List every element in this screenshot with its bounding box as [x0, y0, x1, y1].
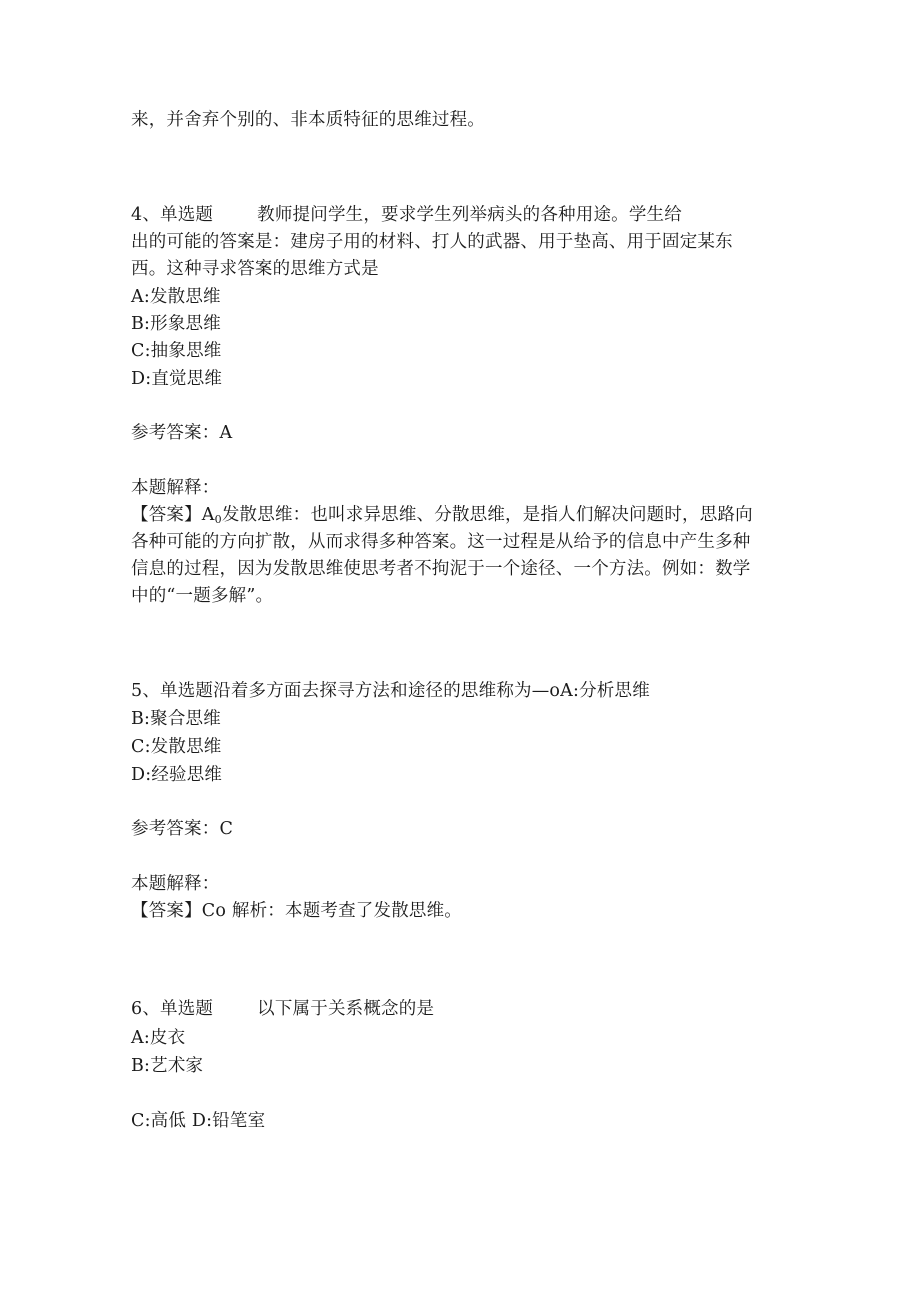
q6-stem: 以下属于关系概念的是 [257, 999, 435, 1019]
q5-option-b: B:聚合思维 [131, 709, 221, 729]
q4-explanation-line-3: 信息的过程，因为发散思维使思考者不拘泥于一个途径、一个方法。例如：数学 [131, 559, 751, 579]
q4-explanation-line-4: 中的“一题多解”。 [131, 586, 274, 606]
q4-stem-line-3: 西。这种寻求答案的思维方式是 [131, 259, 379, 279]
q4-stem-start: 教师提问学生，要求学生列举病头的各种用途。学生给 [257, 205, 682, 225]
q5-explanation-title: 本题解释： [131, 874, 220, 894]
q6-stem-line [131, 997, 434, 1021]
intro-text: 来，并舍弃个别的、非本质特征的思维过程。 [131, 110, 485, 130]
q6-prefix: 6、单选题 [131, 999, 214, 1019]
q5-explanation-line-1: 【答案】Co 解析：本题考查了发散思维。 [131, 901, 462, 921]
q4-option-c: C:抽象思维 [131, 341, 222, 361]
q6-option-a: A:皮衣 [131, 1028, 186, 1048]
q4-option-b: B:形象思维 [131, 314, 221, 334]
q4-option-a: A:发散思维 [131, 287, 221, 307]
q6-option-b: B:艺术家 [131, 1056, 204, 1076]
q4-stem-line-1 [131, 203, 682, 227]
q4-explanation-head: 【答案】A [131, 505, 215, 525]
q4-explanation-line-1 [131, 503, 753, 532]
q4-stem-line-2: 出的可能的答案是：建房子用的材料、打人的武器、用于垫高、用于固定某东 [131, 232, 733, 252]
q4-option-d: D:直觉思维 [131, 369, 223, 389]
q4-explanation-subscript: 0 [214, 513, 222, 526]
q4-explanation-start: 发散思维：也叫求异思维、分散思维，是指人们解决问题时，思路向 [221, 505, 753, 525]
q5-option-d: D:经验思维 [131, 765, 223, 785]
q5-answer: 参考答案：C [131, 819, 234, 839]
q4-explanation-line-2: 各种可能的方向扩散，从而求得多种答案。这一过程是从给予的信息中产生多种 [131, 532, 751, 552]
q4-explanation-title: 本题解释： [131, 478, 220, 498]
q5-option-c: C:发散思维 [131, 737, 222, 757]
q4-prefix: 4、单选题 [131, 205, 214, 225]
q5-stem: 5、单选题沿着多方面去探寻方法和途径的思维称为—oA:分析思维 [131, 681, 650, 701]
q4-answer: 参考答案：A [131, 423, 233, 443]
q6-options-cd: C:高低 D:铅笔室 [131, 1111, 266, 1131]
